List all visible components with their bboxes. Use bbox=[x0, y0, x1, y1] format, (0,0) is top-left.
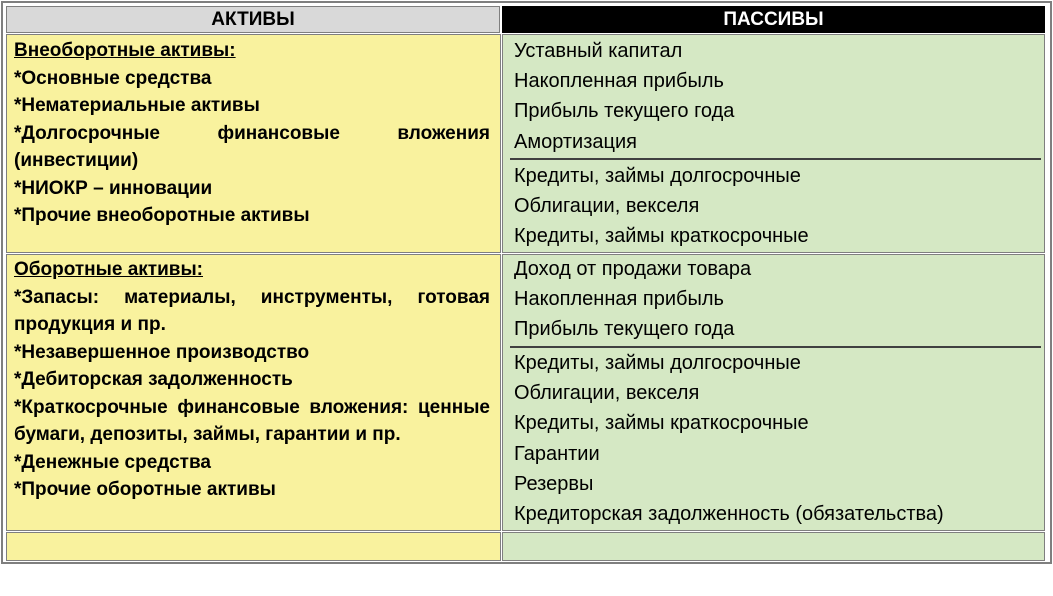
empty-assets-cell bbox=[6, 532, 501, 561]
list-item: Прибыль текущего года bbox=[514, 318, 735, 341]
noncurrent-assets-list bbox=[14, 37, 490, 230]
list-item: *Основные средства bbox=[14, 67, 212, 89]
current-assets-title: Оборотные активы: bbox=[14, 259, 204, 280]
list-item: Прибыль текущего года bbox=[514, 100, 735, 123]
noncurrent-assets-title: Внеоборотные активы: bbox=[14, 40, 236, 61]
list-item: *Незавершенное производство bbox=[14, 341, 310, 363]
list-item: *Нематериальные активы bbox=[14, 95, 260, 116]
list-item: Резервы bbox=[514, 472, 594, 495]
list-item: *Краткосрочные финансовые вложения: ценные бумаги, депозиты, займы, гарантии и пр. bbox=[14, 396, 490, 445]
list-item: *Долгосрочные финансовые вложения (инвестиции) bbox=[14, 122, 490, 171]
list-item: Кредиты, займы долгосрочные bbox=[514, 165, 801, 187]
liabilities-debt-list-2 bbox=[514, 348, 944, 529]
empty-liabilities-cell bbox=[502, 532, 1045, 561]
list-item: *Дебиторская задолженность bbox=[14, 369, 293, 390]
list-item: Доход от продажи товара bbox=[514, 258, 752, 280]
liabilities-equity-list-2 bbox=[514, 254, 751, 345]
liabilities-header: ПАССИВЫ bbox=[502, 6, 1045, 33]
list-item: Кредиты, займы краткосрочные bbox=[514, 225, 809, 248]
list-item: *Денежные средства bbox=[14, 451, 211, 473]
list-item: Кредиты, займы краткосрочные bbox=[514, 412, 809, 435]
list-item: Амортизация bbox=[514, 130, 637, 153]
list-item: Облигации, векселя bbox=[514, 382, 700, 405]
list-item: *Запасы: материалы, инструменты, готовая продукция и пр. bbox=[14, 286, 490, 335]
current-assets-list bbox=[14, 256, 490, 504]
liabilities-debt-list-1 bbox=[514, 161, 809, 252]
list-item: Кредиты, займы долгосрочные bbox=[514, 352, 801, 374]
list-item: *Прочие внеоборотные активы bbox=[14, 205, 310, 226]
list-item: Кредиторская задолженность (обязательства) bbox=[514, 503, 944, 526]
list-item: *НИОКР – инновации bbox=[14, 177, 213, 199]
assets-header: АКТИВЫ bbox=[6, 6, 500, 33]
list-item: Уставный капитал bbox=[514, 40, 683, 62]
divider bbox=[510, 158, 1041, 160]
liabilities-equity-list-1 bbox=[514, 36, 734, 157]
list-item: Облигации, векселя bbox=[514, 195, 700, 218]
list-item: Накопленная прибыль bbox=[514, 288, 724, 311]
list-item: Гарантии bbox=[514, 442, 600, 465]
list-item: *Прочие оборотные активы bbox=[14, 479, 276, 500]
list-item: Накопленная прибыль bbox=[514, 70, 724, 93]
